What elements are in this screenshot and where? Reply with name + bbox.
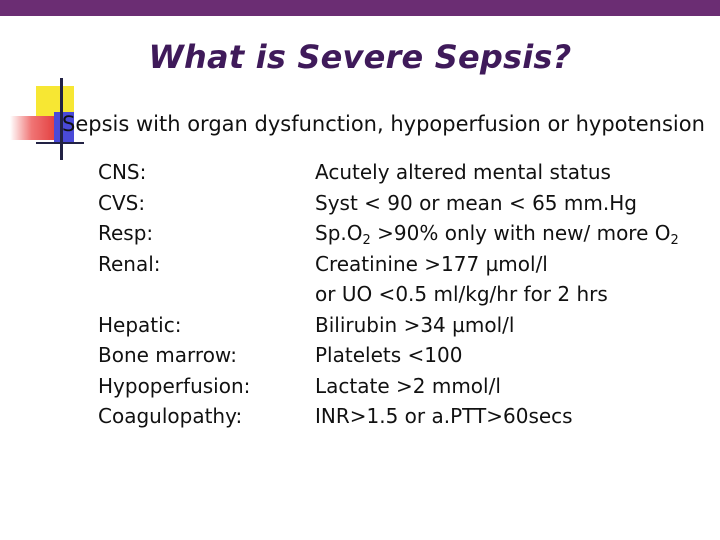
value-resp-part-b: >90% only with new/ more O — [370, 221, 671, 245]
criteria-labels — [98, 157, 250, 432]
label-hepatic: Hepatic: — [98, 312, 182, 337]
value-renal: Creatinine >177 µmol/l — [315, 251, 548, 276]
value-coagulopathy: INR>1.5 or a.PTT>60secs — [315, 404, 573, 428]
label-cvs: CVS: — [98, 190, 146, 215]
value-cns: Acutely altered mental status — [315, 160, 611, 184]
value-bone-marrow: Platelets <100 — [315, 343, 463, 367]
value-hepatic: Bilirubin >34 µmol/l — [315, 312, 515, 337]
label-renal: Renal: — [98, 251, 161, 276]
criteria-values — [315, 157, 679, 432]
slide-title: What is Severe Sepsis? — [148, 38, 572, 76]
label-cns: CNS: — [98, 160, 147, 184]
label-bone-marrow: Bone marrow: — [98, 343, 237, 367]
label-resp: Resp: — [98, 221, 154, 245]
top-bar — [0, 0, 720, 16]
value-renal-urine-output: or UO <0.5 ml/kg/hr for 2 hrs — [315, 282, 608, 306]
value-hypoperfusion: Lactate >2 mmol/l — [315, 373, 501, 398]
value-resp-part-a: Sp.O — [315, 221, 363, 245]
decorative-horizontal-line — [36, 142, 84, 144]
label-coagulopathy: Coagulopathy: — [98, 404, 243, 428]
lead-bullet: Sepsis with organ dysfunction, hypoperfusion or hypotension — [62, 112, 705, 136]
value-cvs: Syst < 90 or mean < 65 mm.Hg — [315, 190, 637, 215]
value-resp — [315, 218, 679, 249]
value-resp-sub-b: 2 — [670, 233, 679, 248]
decorative-red-bar — [10, 116, 58, 140]
label-spacer — [98, 279, 250, 310]
value-resp-sub-a: 2 — [362, 233, 371, 248]
label-hypoperfusion: Hypoperfusion: — [98, 373, 251, 398]
